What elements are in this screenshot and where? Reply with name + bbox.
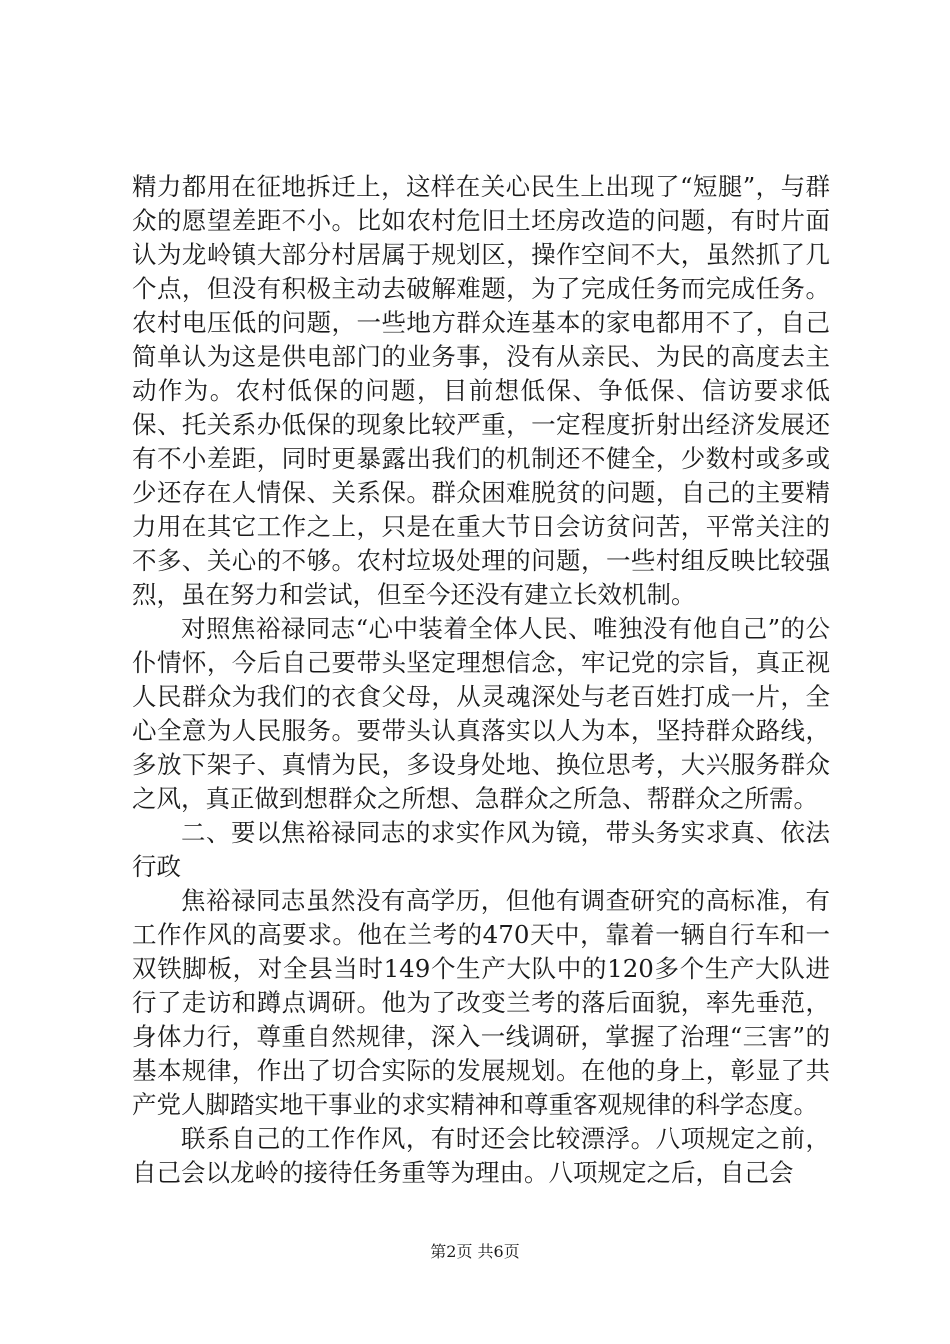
document-body — [132, 170, 830, 1190]
section-heading-2: 二、要以焦裕禄同志的求实作风为镜，带头务实求真、依法行政 — [132, 818, 830, 881]
paragraph-2: 对照焦裕禄同志“心中装着全体人民、唯独没有他自己”的公仆情怀，今后自己要带头坚定理想信念，牢记党的宗旨，真正视人民群众为我们的衣食父母，从灵魂深处与老百姓打成一片，全心全意为人民服务。要带头认真落实以人为本，坚持群众路线，多放下架子、真情为民，多设身处地、换位思考，大兴服务群众之风，真正做到想群众之所想、急群众之所急、帮群众之所需。 — [132, 614, 830, 813]
paragraph-4: 联系自己的工作作风，有时还会比较漂浮。八项规定之前，自己会以龙岭的接待任务重等为理由。八项规定之后，自己会 — [132, 1124, 830, 1187]
paragraph-3: 焦裕禄同志虽然没有高学历，但他有调查研究的高标准，有工作作风的高要求。他在兰考的470天中，靠着一辆自行车和一双铁脚板，对全县当时149个生产大队中的120多个生产大队进行了走访和蹲点调研。他为了改变兰考的落后面貌，率先垂范，身体力行，尊重自然规律，深入一线调研，掌握了治理“三害”的基本规律，作出了切合实际的发展规划。在他的身上，彰显了共产党人脚踏实地干事业的求实精神和尊重客观规律的科学态度。 — [132, 886, 830, 1119]
paragraph-1: 精力都用在征地拆迁上，这样在关心民生上出现了“短腿”，与群众的愿望差距不小。比如农村危旧土坯房改造的问题，有时片面认为龙岭镇大部分村居属于规划区，操作空间不大，虽然抓了几个点，但没有积极主动去破解难题，为了完成任务而完成任务。农村电压低的问题，一些地方群众连基本的家电都用不了，自己简单认为这是供电部门的业务事，没有从亲民、为民的高度去主动作为。农村低保的问题，目前想低保、争低保、信访要求低保、托关系办低保的现象比较严重，一定程度折射出经济发展还有不小差距，同时更暴露出我们的机制还不健全，少数村或多或少还存在人情保、关系保。群众困难脱贫的问题，自己的主要精力用在其它工作之上，只是在重大节日会访贫问苦，平常关注的不多、关心的不够。农村垃圾处理的问题，一些村组反映比较强烈，虽在努力和尝试，但至今还没有建立长效机制。 — [132, 172, 830, 609]
page-number-footer: 第2页 共6页 — [430, 1242, 520, 1261]
